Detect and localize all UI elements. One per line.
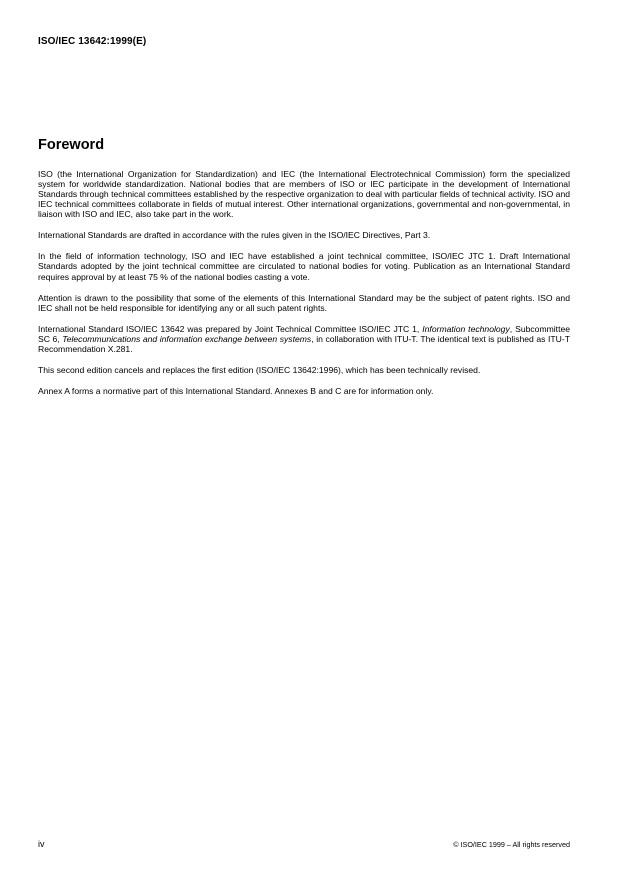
section-title: Foreword: [38, 137, 105, 153]
foreword-body: [38, 169, 570, 407]
paragraph-directives: International Standards are drafted in accordance with the rules given in the ISO/IEC Directives, Part 3.: [38, 230, 431, 241]
subcommittee-title: Telecommunications and information exchange between systems: [62, 333, 312, 344]
preparation-text-2: , Subcommittee SC 6,: [38, 323, 571, 344]
preparation-text-1: International Standard ISO/IEC 13642 was prepared by Joint Technical Committee ISO/IEC JTC 1,: [38, 323, 423, 334]
committee-title: Information technology: [422, 323, 510, 334]
paragraph-patent-rights: Attention is drawn to the possibility that some of the elements of this International Standard may be the subject of patent rights. ISO and IEC shall not be held responsible for identifying any or all such patent rights.: [38, 292, 570, 313]
paragraph-edition: This second edition cancels and replaces the first edition (ISO/IEC 13642:1996), which has been technically revised.: [38, 364, 481, 375]
paragraph-annexes: Annex A forms a normative part of this International Standard. Annexes B and C are for information only.: [38, 385, 434, 396]
page-number: iv: [38, 839, 45, 849]
preparation-text-3: , in collaboration with ITU-T. The identical text is published as ITU-T Recommendation X.281.: [38, 333, 570, 354]
copyright-notice: © ISO/IEC 1999 – All rights reserved: [453, 840, 570, 849]
paragraph-jtc1: In the field of information technology, ISO and IEC have established a joint technical committee, ISO/IEC JTC 1. Draft International Standards adopted by the joint technical committee are circulated to national bodies for voting. Publication as an International Standard requires approval by at least 75 % of the national bodies casting a vote.: [38, 251, 570, 282]
paragraph-preparation: [38, 324, 570, 354]
document-id: ISO/IEC 13642:1999(E): [38, 36, 147, 47]
paragraph-organizations: ISO (the International Organization for Standardization) and IEC (the International Electrotechnical Commission) form the specialized system for worldwide standardization. National bodies that are members of ISO or IEC participate in the development of International Standards through technical committees established by the respective organization to deal with particular fields of technical activity. ISO and IEC technical committees collaborate in fields of mutual interest. Other international organizations, governmental and non-governmental, in liaison with ISO and IEC, also take part in the work.: [38, 169, 570, 220]
